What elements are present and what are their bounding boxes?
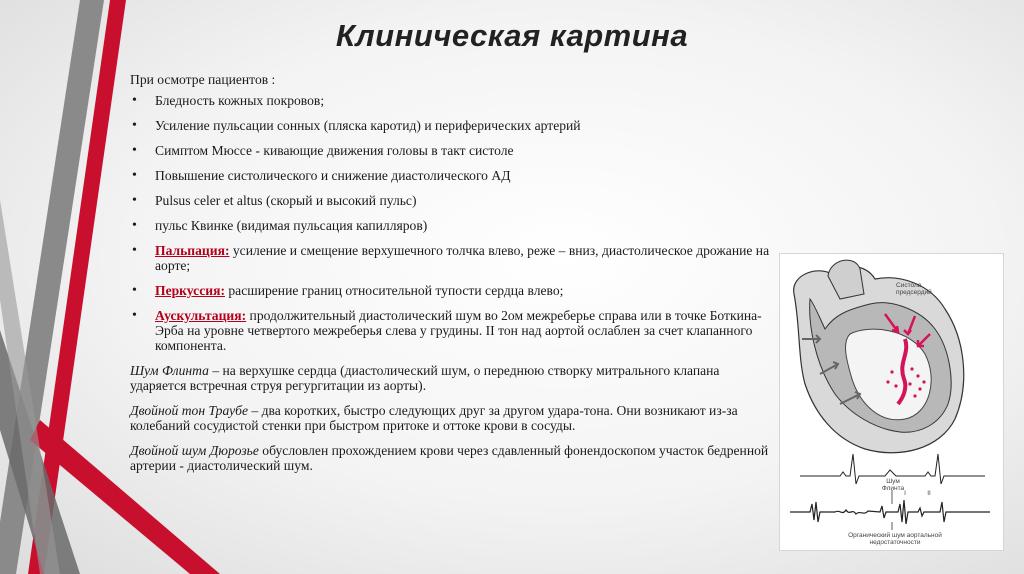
bullet-item: • Повышение систолического и снижение диастолического АД: [130, 168, 775, 183]
keyword-percussion: Перкуссия:: [155, 283, 225, 298]
heart-diagram: [780, 254, 1003, 550]
paragraph-traube: Двойной тон Траубе – два коротких, быстро следующих друг за другом удара-тона. Они возникают из-за колебаний сосудистой стенки при быстром притоке и оттоке крови в сосуды.: [130, 403, 738, 433]
paragraph-durozier: Двойной шум Дюрозье обусловлен прохождением крови через сдавленный фонендоскопом участок бедренной артерии - диастолический шум.: [130, 443, 769, 473]
label-tone-2: II: [927, 490, 931, 497]
paragraph-flint: Шум Флинта – на верхушке сердца (диастолический шум, о переднюю створку митрального клапана ударяется встречная струя регургитации из аорты).: [130, 363, 720, 393]
bullet-item-palpation: • Пальпация: усиление и смещение верхушечного толчка влево, реже – вниз, диастолическое дрожание на аорте;: [130, 243, 775, 273]
label-organic-murmur: Органический шум аортальной недостаточности: [848, 532, 942, 546]
phonocardiogram-trace: [790, 500, 990, 524]
label-flint: Шум Флинта: [881, 478, 905, 492]
term-flint: Шум Флинта: [130, 363, 209, 378]
label-tone-1: I: [904, 490, 906, 497]
bullet-list: [130, 93, 775, 353]
term-traube: Двойной тон Траубе: [130, 403, 248, 418]
intro-text: При осмотре пациентов :: [130, 72, 276, 87]
bullet-item: • Бледность кожных покровов;: [130, 93, 775, 108]
bullet-item: • Усиление пульсации сонных (пляска каротид) и периферических артерий: [130, 118, 775, 133]
bullet-item: • пульс Квинке (видимая пульсация капилляров): [130, 218, 775, 233]
page-title: Клиническая картина: [335, 18, 689, 53]
keyword-auscultation: Аускультация:: [155, 308, 247, 323]
bullet-item: • Pulsus celer et altus (скорый и высокий пульс): [130, 193, 775, 208]
label-atrial-systole: Систола предсердий: [896, 282, 932, 296]
bullet-item-auscultation: • Аускультация: продолжительный диастолический шум во 2ом межреберье справа или в точке Боткина-Эрба на уровне четвертого межреберья слева у грудины. II тон над аортой ослаблен за счет клапанного компонента.: [130, 308, 775, 353]
term-durozier: Двойной шум Дюрозье: [130, 443, 259, 458]
heart-illustration: [779, 253, 1004, 551]
slide-content: [130, 72, 775, 483]
bullet-item: • Симптом Мюссе - кивающие движения головы в такт систоле: [130, 143, 775, 158]
keyword-palpation: Пальпация:: [155, 243, 230, 258]
bullet-item-percussion: • Перкуссия: расширение границ относительной тупости сердца влево;: [130, 283, 775, 298]
